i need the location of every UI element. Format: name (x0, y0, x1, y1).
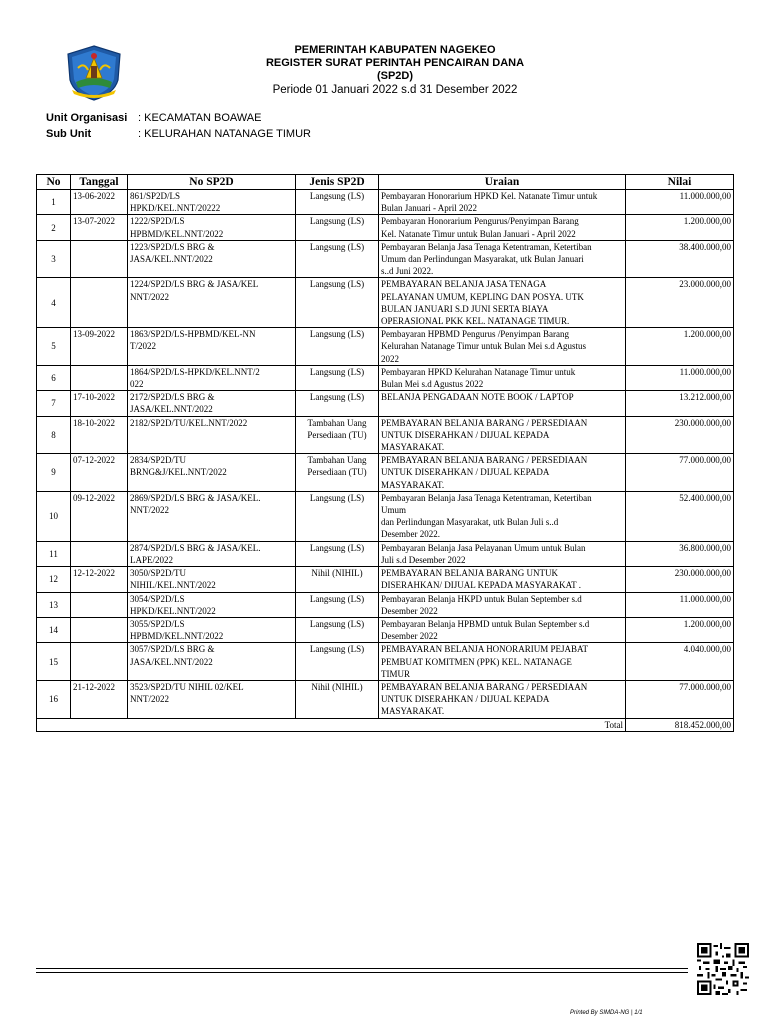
table-row (37, 278, 734, 328)
cell-nilai: 11.000.000,00 (626, 190, 734, 215)
cell-jenis-sp2d: Nihil (NIHIL) (296, 567, 379, 592)
cell-nilai: 230.000.000,00 (626, 567, 734, 592)
cell-no-sp2d: 3055/SP2D/LS HPBMD/KEL.NNT/2022 (128, 617, 296, 642)
cell-uraian: Pembayaran Belanja HPBMD untuk Bulan September s.d Desember 2022 (379, 617, 626, 642)
cell-jenis-sp2d: Nihil (NIHIL) (296, 680, 379, 718)
cell-no-sp2d: 861/SP2D/LS HPKD/KEL.NNT/20222 (128, 190, 296, 215)
sub-unit-row (46, 126, 311, 142)
col-header-no: No (37, 175, 71, 190)
cell-no: 9 (37, 454, 71, 492)
cell-jenis-sp2d: Langsung (LS) (296, 278, 379, 328)
cell-tanggal (71, 643, 128, 681)
cell-nilai: 77.000.000,00 (626, 454, 734, 492)
table-row (37, 617, 734, 642)
total-row (37, 718, 734, 731)
organization-info (46, 110, 311, 142)
table-row (37, 365, 734, 390)
cell-tanggal: 13-07-2022 (71, 215, 128, 240)
cell-nilai: 4.040.000,00 (626, 643, 734, 681)
qr-code-icon (697, 943, 749, 995)
cell-uraian: Pembayaran Belanja Jasa Tenaga Ketentraman, Ketertiban Umum dan Perlindungan Masyarakat, utk Bulan Juli s..d Desember 2022. (379, 491, 626, 541)
header-register-title: REGISTER SURAT PERINTAH PENCAIRAN DANA (265, 57, 525, 69)
cell-jenis-sp2d: Langsung (LS) (296, 328, 379, 366)
table-row (37, 454, 734, 492)
cell-jenis-sp2d: Langsung (LS) (296, 240, 379, 278)
table-row (37, 328, 734, 366)
cell-uraian: PEMBAYARAN BELANJA BARANG / PERSEDIAAN UNTUK DISERAHKAN / DIJUAL KEPADA MASYARAKAT. (379, 416, 626, 454)
table-row (37, 190, 734, 215)
cell-uraian: PEMBAYARAN BELANJA HONORARIUM PEJABAT PEMBUAT KOMITMEN (PPK) KEL. NATANAGE TIMUR (379, 643, 626, 681)
cell-tanggal: 12-12-2022 (71, 567, 128, 592)
footer-rule-bottom (36, 972, 688, 973)
table-row (37, 491, 734, 541)
header-period: Periode 01 Januari 2022 s.d 31 Desember 2022 (272, 84, 518, 96)
cell-jenis-sp2d: Langsung (LS) (296, 391, 379, 416)
cell-nilai: 11.000.000,00 (626, 592, 734, 617)
cell-tanggal (71, 617, 128, 642)
cell-uraian: Pembayaran HPBMD Pengurus /Penyimpan Barang Kelurahan Natanage Timur untuk Bulan Mei s.d Agustus 2022 (379, 328, 626, 366)
unit-organisasi-value: : KECAMATAN BOAWAE (138, 112, 262, 124)
cell-jenis-sp2d: Langsung (LS) (296, 365, 379, 390)
cell-no-sp2d: 3054/SP2D/LS HPKD/KEL.NNT/2022 (128, 592, 296, 617)
cell-no: 10 (37, 491, 71, 541)
cell-uraian: BELANJA PENGADAAN NOTE BOOK / LAPTOP (379, 391, 626, 416)
cell-no-sp2d: 3057/SP2D/LS BRG & JASA/KEL.NNT/2022 (128, 643, 296, 681)
cell-tanggal (71, 240, 128, 278)
sub-unit-label: Sub Unit (46, 128, 92, 140)
cell-uraian: Pembayaran Belanja HKPD untuk Bulan September s.d Desember 2022 (379, 592, 626, 617)
footer-rule-top (36, 968, 688, 969)
cell-nilai: 11.000.000,00 (626, 365, 734, 390)
cell-uraian: Pembayaran Honorarium Pengurus/Penyimpan Barang Kel. Natanate Timur untuk Bulan Januari - April 2022 (379, 215, 626, 240)
cell-no-sp2d: 2182/SP2D/TU/KEL.NNT/2022 (128, 416, 296, 454)
table-body (37, 190, 734, 719)
header-government: PEMERINTAH KABUPATEN NAGEKEO (294, 44, 496, 56)
cell-jenis-sp2d: Langsung (LS) (296, 541, 379, 566)
col-header-nilai: Nilai (626, 175, 734, 190)
cell-uraian: PEMBAYARAN BELANJA BARANG / PERSEDIAAN UNTUK DISERAHKAN / DIJUAL KEPADA MASYARAKAT. (379, 454, 626, 492)
cell-no: 4 (37, 278, 71, 328)
cell-nilai: 77.000.000,00 (626, 680, 734, 718)
cell-no: 14 (37, 617, 71, 642)
table-row (37, 391, 734, 416)
cell-jenis-sp2d: Tambahan Uang Persediaan (TU) (296, 416, 379, 454)
cell-no: 7 (37, 391, 71, 416)
table-row (37, 592, 734, 617)
cell-no: 3 (37, 240, 71, 278)
cell-uraian: PEMBAYARAN BELANJA BARANG UNTUK DISERAHKAN/ DIJUAL KEPADA MASYARAKAT . (379, 567, 626, 592)
cell-tanggal: 18-10-2022 (71, 416, 128, 454)
cell-jenis-sp2d: Langsung (LS) (296, 190, 379, 215)
cell-no-sp2d: 1224/SP2D/LS BRG & JASA/KEL NNT/2022 (128, 278, 296, 328)
cell-no: 16 (37, 680, 71, 718)
table-row (37, 567, 734, 592)
document-header (180, 44, 610, 98)
cell-nilai: 1.200.000,00 (626, 328, 734, 366)
cell-no-sp2d: 2869/SP2D/LS BRG & JASA/KEL. NNT/2022 (128, 491, 296, 541)
cell-no: 15 (37, 643, 71, 681)
cell-uraian: Pembayaran HPKD Kelurahan Natanage Timur untuk Bulan Mei s.d Agustus 2022 (379, 365, 626, 390)
cell-no-sp2d: 1222/SP2D/LS HPBMD/KEL.NNT/2022 (128, 215, 296, 240)
cell-no: 13 (37, 592, 71, 617)
cell-uraian: Pembayaran Belanja Jasa Pelayanan Umum untuk Bulan Juli s.d Desember 2022 (379, 541, 626, 566)
cell-tanggal (71, 541, 128, 566)
table-row (37, 416, 734, 454)
cell-uraian: PEMBAYARAN BELANJA JASA TENAGA PELAYANAN UMUM, KEPLING DAN POSYA. UTK BULAN JANUARI S.D JUNI SERTA BIAYA OPERASIONAL PKK KEL. NATANAGE TIMUR. (379, 278, 626, 328)
unit-organisasi-label: Unit Organisasi (46, 112, 128, 124)
col-header-uraian: Uraian (379, 175, 626, 190)
cell-no: 2 (37, 215, 71, 240)
col-header-jenis-sp2d: Jenis SP2D (296, 175, 379, 190)
cell-nilai: 36.800.000,00 (626, 541, 734, 566)
table-row (37, 541, 734, 566)
sub-unit-value: : KELURAHAN NATANAGE TIMUR (138, 128, 311, 140)
cell-jenis-sp2d: Langsung (LS) (296, 491, 379, 541)
cell-no-sp2d: 1864/SP2D/LS-HPKD/KEL.NNT/2 022 (128, 365, 296, 390)
cell-tanggal (71, 592, 128, 617)
table-header-row (37, 175, 734, 190)
cell-uraian: Pembayaran Belanja Jasa Tenaga Ketentraman, Ketertiban Umum dan Perlindungan Masyarakat, utk Bulan Januari s..d Juni 2022. (379, 240, 626, 278)
header-sp2d: (SP2D) (376, 70, 414, 82)
cell-nilai: 38.400.000,00 (626, 240, 734, 278)
cell-tanggal (71, 365, 128, 390)
printed-by-label: Printed By SIMDA-NG | 1/1 (570, 1010, 643, 1016)
cell-no-sp2d: 3050/SP2D/TU NIHIL/KEL.NNT/2022 (128, 567, 296, 592)
cell-no: 1 (37, 190, 71, 215)
cell-uraian: PEMBAYARAN BELANJA BARANG / PERSEDIAAN UNTUK DISERAHKAN / DIJUAL KEPADA MASYARAKAT. (379, 680, 626, 718)
total-label: Total (37, 718, 626, 731)
cell-no-sp2d: 1863/SP2D/LS-HPBMD/KEL-NN T/2022 (128, 328, 296, 366)
cell-nilai: 230.000.000,00 (626, 416, 734, 454)
cell-nilai: 1.200.000,00 (626, 617, 734, 642)
cell-tanggal: 07-12-2022 (71, 454, 128, 492)
cell-uraian: Pembayaran Honorarium HPKD Kel. Natanate Timur untuk Bulan Januari - April 2022 (379, 190, 626, 215)
cell-no-sp2d: 2172/SP2D/LS BRG & JASA/KEL.NNT/2022 (128, 391, 296, 416)
cell-nilai: 52.400.000,00 (626, 491, 734, 541)
cell-nilai: 13.212.000,00 (626, 391, 734, 416)
cell-tanggal: 13-06-2022 (71, 190, 128, 215)
cell-jenis-sp2d: Langsung (LS) (296, 643, 379, 681)
cell-jenis-sp2d: Langsung (LS) (296, 592, 379, 617)
table-row (37, 643, 734, 681)
col-header-tanggal: Tanggal (71, 175, 128, 190)
cell-tanggal: 21-12-2022 (71, 680, 128, 718)
cell-no-sp2d: 1223/SP2D/LS BRG & JASA/KEL.NNT/2022 (128, 240, 296, 278)
cell-tanggal (71, 278, 128, 328)
total-value: 818.452.000,00 (626, 718, 734, 731)
cell-no-sp2d: 3523/SP2D/TU NIHIL 02/KEL NNT/2022 (128, 680, 296, 718)
cell-tanggal: 09-12-2022 (71, 491, 128, 541)
unit-organisasi-row (46, 110, 311, 126)
cell-no: 8 (37, 416, 71, 454)
cell-jenis-sp2d: Langsung (LS) (296, 215, 379, 240)
cell-no: 12 (37, 567, 71, 592)
cell-no-sp2d: 2834/SP2D/TU BRNG&J/KEL.NNT/2022 (128, 454, 296, 492)
cell-tanggal: 13-09-2022 (71, 328, 128, 366)
cell-tanggal: 17-10-2022 (71, 391, 128, 416)
table-row (37, 215, 734, 240)
regency-emblem-icon (64, 44, 124, 102)
col-header-no-sp2d: No SP2D (128, 175, 296, 190)
cell-nilai: 23.000.000,00 (626, 278, 734, 328)
cell-nilai: 1.200.000,00 (626, 215, 734, 240)
cell-no: 11 (37, 541, 71, 566)
cell-jenis-sp2d: Tambahan Uang Persediaan (TU) (296, 454, 379, 492)
table-row (37, 680, 734, 718)
sp2d-register-table (36, 174, 734, 732)
table-row (37, 240, 734, 278)
cell-no: 6 (37, 365, 71, 390)
cell-no: 5 (37, 328, 71, 366)
cell-no-sp2d: 2874/SP2D/LS BRG & JASA/KEL. LAPE/2022 (128, 541, 296, 566)
cell-jenis-sp2d: Langsung (LS) (296, 617, 379, 642)
